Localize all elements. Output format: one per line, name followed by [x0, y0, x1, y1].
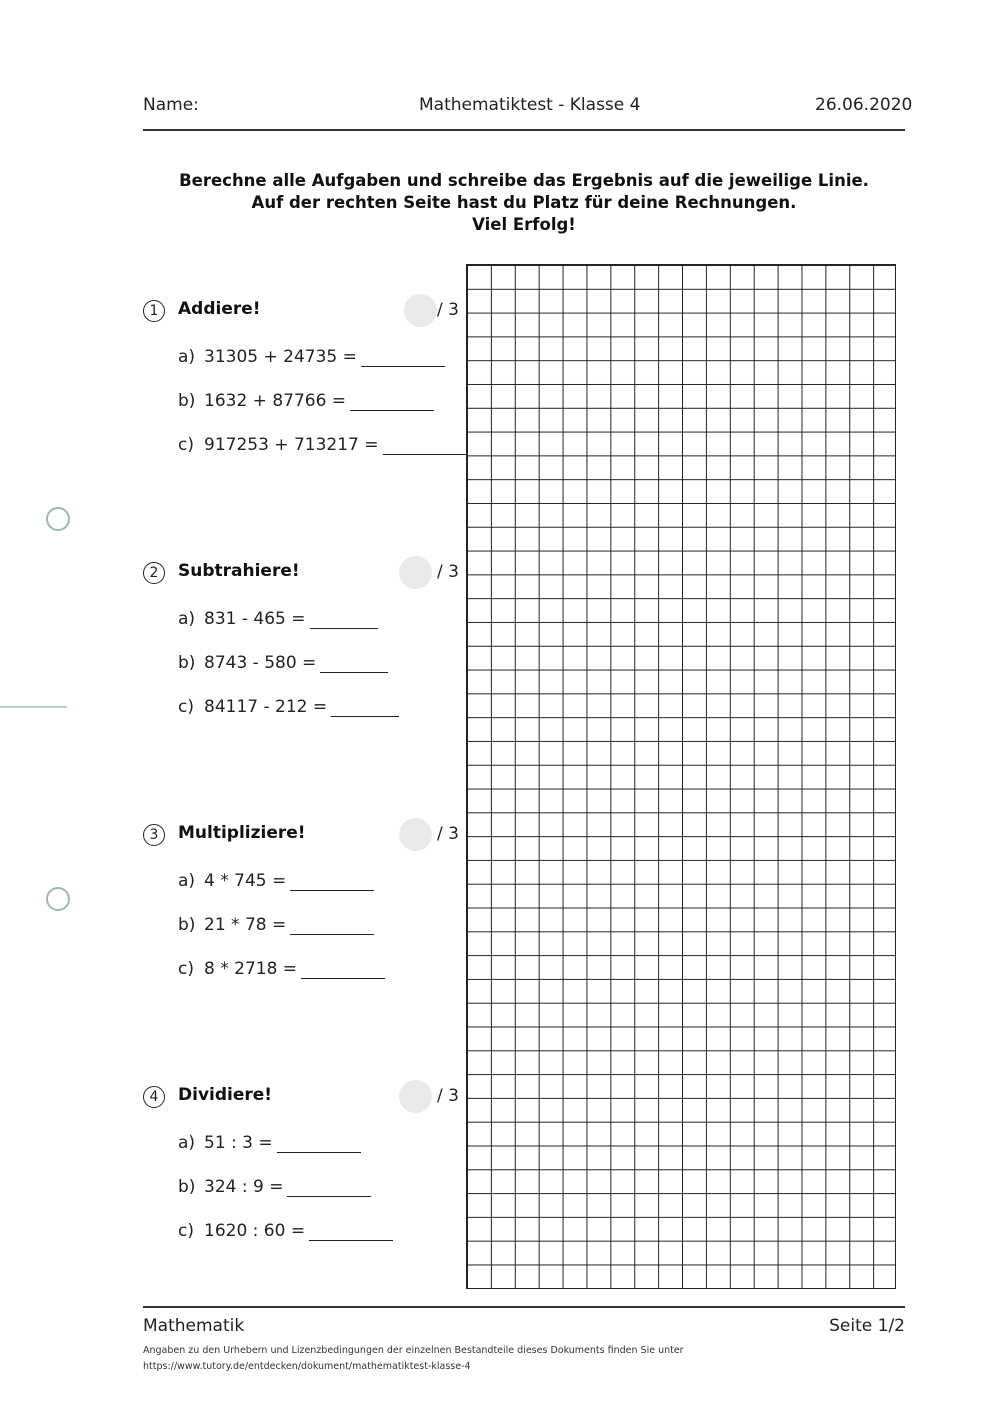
task-expression: 1620 : 60 =	[204, 1221, 306, 1241]
answer-line[interactable]	[383, 436, 467, 455]
task-item	[178, 435, 463, 479]
task-expression: 84117 - 212 =	[204, 697, 328, 717]
task-label: a)	[178, 347, 196, 367]
task-expression: 917253 + 713217 =	[204, 435, 379, 455]
task-expression: 1632 + 87766 =	[204, 391, 347, 411]
task-item	[178, 915, 463, 959]
score-max: / 3	[437, 300, 459, 320]
task-label: a)	[178, 1133, 196, 1153]
task-label: b)	[178, 915, 196, 935]
score-max: / 3	[437, 1086, 459, 1106]
instruction-line-1: Berechne alle Aufgaben und schreibe das Ergebnis auf die jeweilige Linie.	[179, 171, 869, 190]
task-item	[178, 1133, 463, 1177]
task-expression: 31305 + 24735 =	[204, 347, 357, 367]
answer-line[interactable]	[310, 610, 378, 629]
calculation-grid[interactable]	[466, 264, 896, 1289]
punch-hole-mark	[46, 507, 70, 531]
task-expression: 8 * 2718 =	[204, 959, 298, 979]
score-field[interactable]	[399, 818, 432, 851]
answer-line[interactable]	[350, 392, 434, 411]
task-item	[178, 653, 463, 697]
fold-mark	[0, 706, 67, 708]
task-item	[178, 959, 463, 1003]
document-date: 26.06.2020	[815, 95, 913, 115]
task-label: a)	[178, 871, 196, 891]
score-field[interactable]	[399, 1080, 432, 1113]
answer-line[interactable]	[361, 348, 445, 367]
section-title: Addiere!	[178, 299, 261, 319]
instruction-line-3: Viel Erfolg!	[472, 215, 576, 234]
score-field[interactable]	[404, 294, 437, 327]
task-expression: 4 * 745 =	[204, 871, 287, 891]
score-max: / 3	[437, 824, 459, 844]
answer-line[interactable]	[277, 1134, 361, 1153]
task-expression: 8743 - 580 =	[204, 653, 317, 673]
task-item	[178, 609, 463, 653]
task-item	[178, 871, 463, 915]
task-label: a)	[178, 609, 196, 629]
answer-line[interactable]	[309, 1222, 393, 1241]
task-label: c)	[178, 959, 194, 979]
section-number: 1	[143, 300, 165, 322]
task-label: b)	[178, 391, 196, 411]
answer-line[interactable]	[290, 916, 374, 935]
section-title: Subtrahiere!	[178, 561, 300, 581]
task-expression: 831 - 465 =	[204, 609, 306, 629]
section-subtraction	[143, 559, 463, 741]
section-number: 4	[143, 1086, 165, 1108]
answer-line[interactable]	[290, 872, 374, 891]
section-number: 2	[143, 562, 165, 584]
task-expression: 21 * 78 =	[204, 915, 287, 935]
section-number: 3	[143, 824, 165, 846]
task-label: c)	[178, 435, 194, 455]
task-expression: 51 : 3 =	[204, 1133, 273, 1153]
name-label: Name:	[143, 95, 199, 115]
task-item	[178, 1221, 463, 1265]
document-title: Mathematiktest - Klasse 4	[419, 95, 641, 115]
answer-line[interactable]	[301, 960, 385, 979]
answer-line[interactable]	[331, 698, 399, 717]
task-label: b)	[178, 1177, 196, 1197]
attribution-text: Angaben zu den Urhebern und Lizenzbedingungen der einzelnen Bestandteile dieses Dokuments finden Sie unter	[143, 1345, 684, 1356]
score-field[interactable]	[399, 556, 432, 589]
footer-divider	[143, 1306, 905, 1308]
header-divider	[143, 129, 905, 131]
section-addition	[143, 297, 463, 479]
task-item	[178, 1177, 463, 1221]
task-label: b)	[178, 653, 196, 673]
section-multiplication	[143, 821, 463, 1003]
section-title: Multipliziere!	[178, 823, 306, 843]
score-max: / 3	[437, 562, 459, 582]
section-title: Dividiere!	[178, 1085, 273, 1105]
task-item	[178, 697, 463, 741]
task-expression: 324 : 9 =	[204, 1177, 284, 1197]
instruction-line-2: Auf der rechten Seite hast du Platz für deine Rechnungen.	[251, 193, 797, 212]
answer-line[interactable]	[287, 1178, 371, 1197]
task-label: c)	[178, 1221, 194, 1241]
punch-hole-mark	[46, 887, 70, 911]
task-item	[178, 347, 463, 391]
footer-page-number: Seite 1/2	[829, 1316, 905, 1336]
attribution-url[interactable]: https://www.tutory.de/entdecken/dokument/mathematiktest-klasse-4	[143, 1361, 471, 1372]
section-division	[143, 1083, 463, 1265]
task-label: c)	[178, 697, 194, 717]
task-item	[178, 391, 463, 435]
footer-subject: Mathematik	[143, 1316, 245, 1336]
answer-line[interactable]	[320, 654, 388, 673]
